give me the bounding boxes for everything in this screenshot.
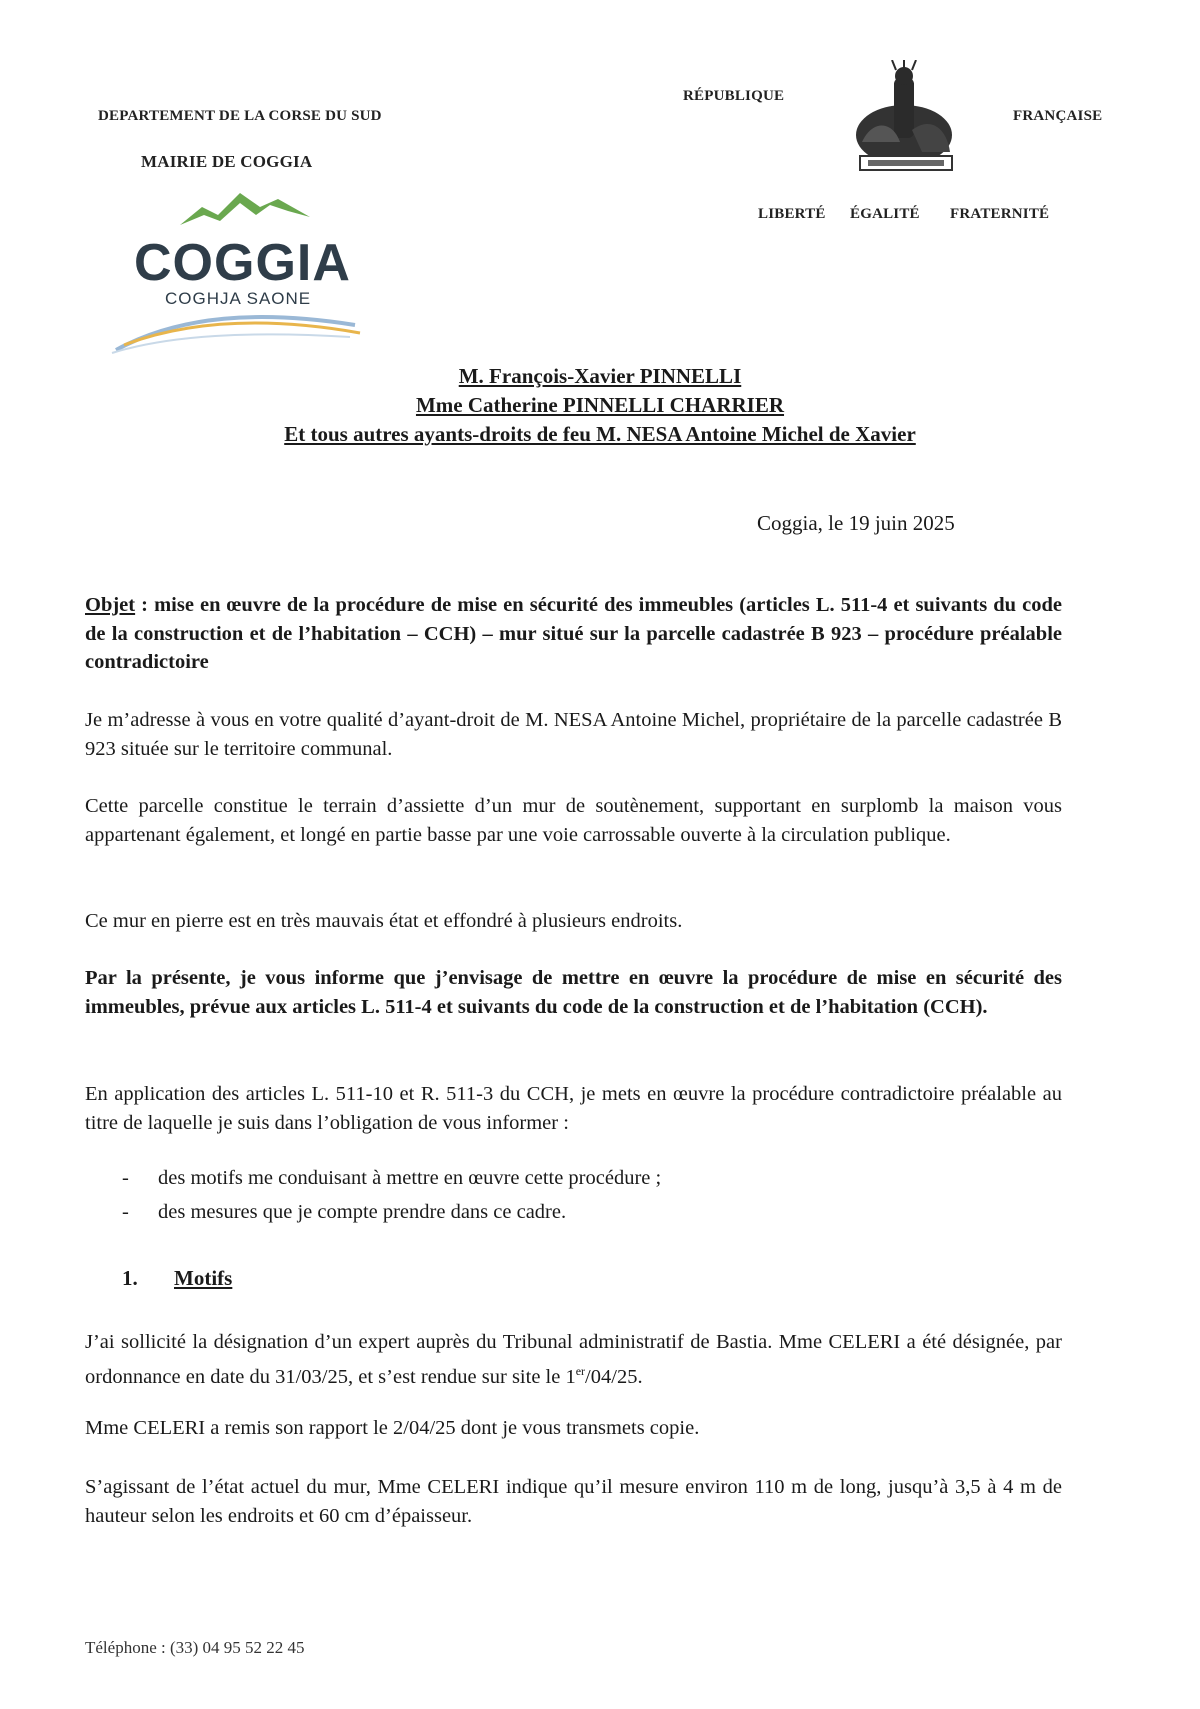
bullet-marker: - [122,1167,129,1189]
addressee-line: M. François-Xavier PINNELLI [458,364,742,388]
paragraph-7 [85,1414,1062,1443]
bullet-marker: - [122,1201,129,1223]
addressee-block [0,362,1200,449]
mairie-label: MAIRIE DE COGGIA [141,152,313,171]
coggia-logo [110,185,370,360]
objet-paragraph [85,591,1062,677]
logo-subtitle: COGHJA SAONE [165,289,312,308]
paragraph-4 [85,964,1062,1021]
logo-wordmark: COGGIA [134,234,351,292]
marianne-seal-icon [842,60,962,180]
section-number: 1. [122,1266,138,1290]
paragraph-5 [85,1080,1062,1137]
paragraph-text: Je m’adresse à vous en votre qualité d’ayant-droit de M. NESA Antoine Michel, propriétaire de la parcelle cadastrée B 923 située sur le territoire communal. [85,709,1062,760]
list-item-text: des mesures que je compte prendre dans ce cadre. [158,1201,567,1223]
motto-egalite: ÉGALITÉ [850,206,920,222]
paragraph-text: Ce mur en pierre est en très mauvais état et effondré à plusieurs endroits. [85,910,683,932]
list-item [122,1201,1022,1231]
paragraph-text: S’agissant de l’état actuel du mur, Mme CELERI indique qu’il mesure environ 110 m de long, jusqu’à 3,5 à 4 m de hauteur selon les endroits et 60 cm d’épaisseur. [85,1476,1062,1527]
paragraph-1 [85,706,1062,763]
superscript: er [575,1363,586,1378]
list-item [122,1167,1022,1197]
republique-label: RÉPUBLIQUE [683,88,785,104]
paragraph-text: Mme CELERI a remis son rapport le 2/04/25 dont je vous transmets copie. [85,1417,700,1439]
motto-liberte: LIBERTÉ [758,206,826,222]
objet-label: Objet [85,594,136,616]
paragraph-text: Cette parcelle constitue le terrain d’assiette d’un mur de soutènement, supportant en surplomb la maison vous appartenant également, et longé en partie basse par une voie carrossable ouverte à la circulation publique. [85,795,1062,846]
section-heading [122,1266,232,1291]
list-item-text: des motifs me conduisant à mettre en œuvre cette procédure ; [158,1167,662,1189]
addressee-line: Mme Catherine PINNELLI CHARRIER [415,393,785,417]
paragraph-text: Par la présente, je vous informe que j’envisage de mettre en œuvre la procédure de mise en sécurité des immeubles, prévue aux articles L. 511-4 et suivants du code de la construction et de l’habitation (CCH). [85,967,1062,1018]
objet-separator: : [135,594,155,616]
addressee-line: Et tous autres ayants-droits de feu M. NESA Antoine Michel de Xavier [284,422,916,446]
paragraph-text: J’ai sollicité la désignation d’un expert auprès du Tribunal administratif de Bastia. Mme CELERI a été désignée, par ordonnance en date du 31/03/25, et s’est rendue sur site le 1 [85,1331,1062,1388]
paragraph-text: En application des articles L. 511-10 et R. 511-3 du CCH, je mets en œuvre la procédure contradictoire préalable au titre de laquelle je suis dans l’obligation de vous informer : [85,1083,1062,1134]
paragraph-text: /04/25. [585,1365,643,1388]
date-line: Coggia, le 19 juin 2025 [757,511,955,535]
objet-text: mise en œuvre de la procédure de mise en sécurité des immeubles (articles L. 511-4 et suivants du code de la construction et de l’habitation – CCH) – mur situé sur la parcelle cadastrée B 923 – procédure préalable contradictoire [85,594,1062,673]
motto-fraternite: FRATERNITÉ [950,206,1050,222]
paragraph-3 [85,907,1062,936]
paragraph-6 [85,1328,1062,1391]
francaise-label: FRANÇAISE [1013,108,1103,124]
paragraph-2 [85,792,1062,849]
section-title: Motifs [174,1266,233,1290]
department-label: DEPARTEMENT DE LA CORSE DU SUD [98,108,382,124]
paragraph-8 [85,1473,1062,1530]
footer-phone: Téléphone : (33) 04 95 52 22 45 [85,1638,305,1657]
